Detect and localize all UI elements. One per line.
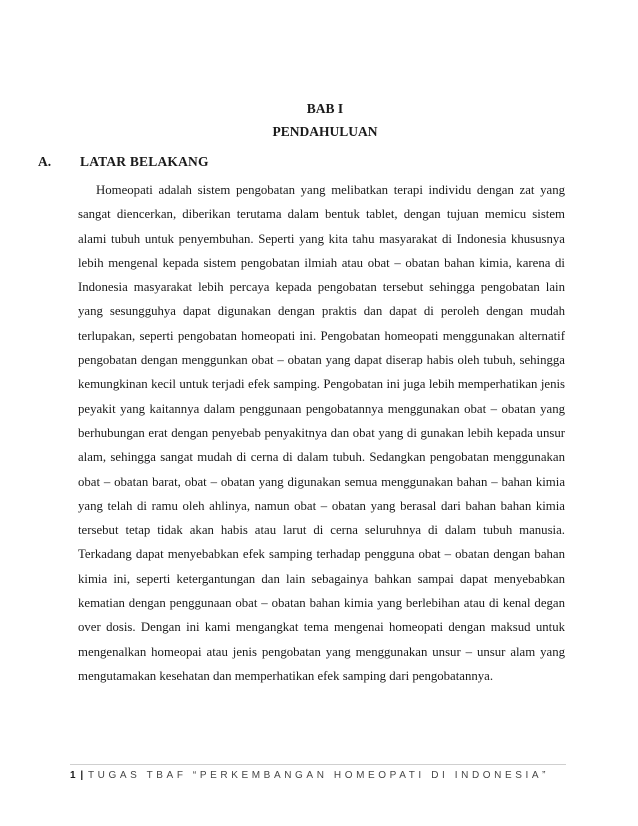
chapter-title: PENDAHULUAN <box>272 124 378 139</box>
page-footer <box>70 770 549 781</box>
footer-separator: | <box>80 770 84 781</box>
footer-divider <box>70 764 566 765</box>
section-heading <box>38 154 209 170</box>
footer-running-title: TUGAS TBAF “PERKEMBANGAN HOMEOPATI DI INDONESIA” <box>87 770 550 781</box>
section-title: LATAR BELAKANG <box>80 154 209 169</box>
chapter-number: BAB I <box>306 101 344 116</box>
footer-page-number: 1 <box>70 770 76 781</box>
body-paragraph: Homeopati adalah sistem pengobatan yang melibatkan terapi individu dengan zat yang sangat diencerkan, diberikan terutama dalam bentuk tablet, dengan tujuan memicu sistem alami tubuh untuk penyembuhan. Seperti yang kita tahu masyarakat di Indonesia khususnya lebih mengenal kepada sistem pengobatan ilmiah atau obat – obatan bahan kimia, karena di Indonesia masyarakat lebih percaya kepada pengobatan tersebut sehingga pengobatan lain yang sesungguhya dapat digunakan dengan praktis dan dapat di peroleh dengan mudah terlupakan, seperti pengobatan homeopati ini. Pengobatan homeopati menggunakan alternatif pengobatan dengan menggunkan obat – obatan yang dapat diserap habis oleh tubuh, sehingga kemungkinan kecil untuk terjadi efek samping. Pengobatan ini juga lebih memperhatikan jenis peyakit yang kaitannya dalam penggunaan pengobatannya menggunakan obat – obatan yang berhubungan erat dengan penyebab penyakitnya dan obat yang di gunakan lebih kepada unsur alam, sehingga sangat mudah di cerna di dalam tubuh. Sedangkan pengobatan menggunakan obat – obatan barat, obat – obatan yang digunakan semua menggunakan bahan – bahan kimia yang telah di ramu oleh ahlinya, namun obat – obatan yang berasal dari bahan bahan kimia tersebut tetap tidak akan habis atau larut di cerna seluruhnya di dalam tubuh manusia. Terkadang dapat menyebabkan efek samping terhadap pengguna obat – obatan dengan bahan kimia ini, seperti ketergantungan dan lain sebagainya bahkan sampai dapat menyebabkan kematian dengan penggunaan obat – obatan bahan kimia yang berlebihan atau di kenal degan over dosis. Dengan ini kami mengangkat tema mengenai homeopati dengan maksud untuk mengenalkan homeopai atau jenis pengobatan yang menggunakan unsur – unsur alam yang mengutamakan kesehatan dan memperhatikan efek samping dari pengobatannya. <box>78 183 565 683</box>
section-letter: A. <box>38 154 52 169</box>
